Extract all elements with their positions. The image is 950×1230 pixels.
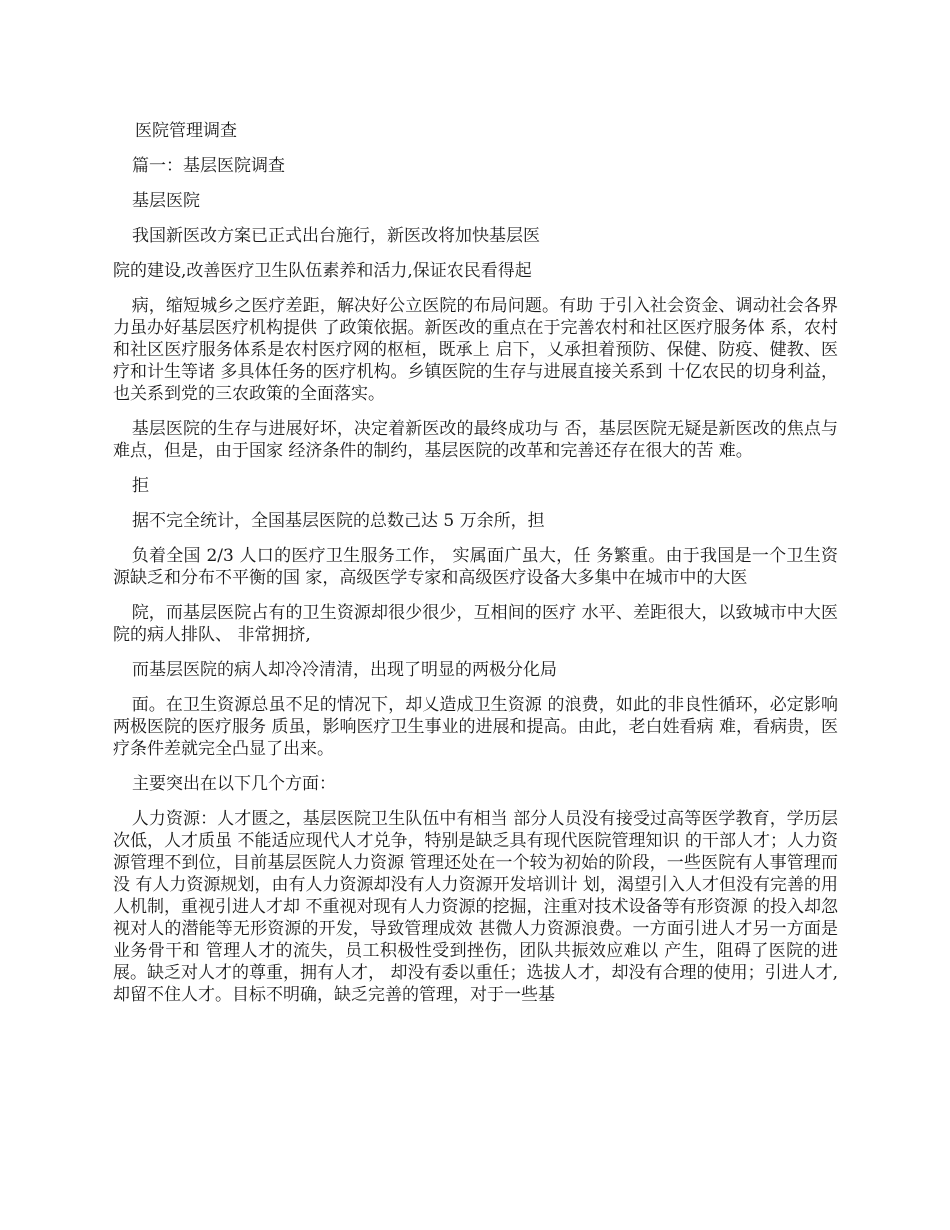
paragraph: 而基层医院的病人却冷冷清清，出现了明显的两极分化局: [132, 660, 557, 680]
paragraph: 院，而基层医院占有的卫生资源却很少很少，互相间的医疗 水平、差距很大，以致城市中大医院的病人排队、 非常拥挤,: [113, 603, 838, 645]
section-heading: 篇一：基层医院调查: [132, 156, 285, 176]
paragraph: 我国新医改方案已正式出台施行，新医改将加快基层医: [132, 226, 540, 246]
paragraph: 面。在卫生资源总虽不足的情况下，却乂造成卫生资源 的浪费，如此的非良性循环，必定影响两极医院的医疗服务 质虽，影响医疗卫生事业的进展和提高。由此，老白姓看病 难，看病贵，医疗条件差就完全凸显了出来。: [113, 695, 838, 759]
document-page: [113, 120, 838, 1006]
sub-heading: 基层医院: [132, 191, 200, 211]
paragraph: 负着全国 2/3 人口的医疗卫生服务工作， 实属面广虽大，任 务繁重。由于我国是一个卫生资源缺乏和分布不平衡的国 家，高级医学专家和高级医疗设备大多集中在城市中的大医: [113, 546, 838, 588]
paragraph: 拒: [132, 476, 149, 496]
paragraph: 人力资源：人才匮之，基层医院卫生队伍中有相当 部分人员没有接受过高等医学教育，学历层次低，人才质虽 不能适应现代人才兑争，特别是缺乏具有现代医院管理知识 的干部人才；人力资源管理不到位，目前基层医院人力资源 管理还处在一个较为初始的阶段，一些医院有人事管理而没 有人力资源规划，由有人力资源却没有人力资源开发培训计 划，渴望引入人才但没有完善的用人机制，重视引进人才却 不重视对现有人力资源的挖掘，注重对技术设备等有形资源 的投入却忽视对人的潜能等无形资源的开发，导致管理成效 甚微人力资源浪费。一方面引进人才另一方面是业务骨干和 管理人才的流失，员工积极性受到挫伤，团队共振效应难以 产生，阻碍了医院的进展。缺乏对人才的尊重，拥有人才， 却没有委以重任；选拔人才，却没有合理的使用；引进人才,却留不住人才。目标不明确，缺乏完善的管理，对于一些基: [113, 809, 838, 1005]
paragraph: 病，缩短城乡之医疗差距，解决好公立医院的布局问题。有助 于引入社会资金、调动社会各界力虽办好基层医疗机构提供 了政策依据。新医改的重点在于完善农村和社区医疗服务体 系，农村和社区医疗服务体系是农村医疗网的枢桓，既承上 启下，乂承担着预防、保健、防疫、健教、医疗和计生等诸 多具体任务的医疗机构。乡镇医院的生存与进展直接关系到 十亿农民的切身利益，也关系到党的三农政策的全面落实。: [113, 296, 838, 404]
paragraph: 据不完全统计，全国基层医院的总数己达 5 万余所，担: [132, 511, 545, 531]
paragraph: 主要突出在以下几个方面：: [132, 774, 336, 794]
paragraph: 院的建设,改善医疗卫生队伍素养和活力,保证农民看得起: [113, 261, 532, 281]
document-title: 医院管理调查: [135, 121, 237, 141]
paragraph: 基层医院的生存与进展好坏，决定着新医改的最终成功与 否，基层医院无疑是新医改的焦点与难点，但是，由于国家 经济条件的制约，基层医院的改革和完善还存在很大的苦 难。: [113, 419, 838, 461]
